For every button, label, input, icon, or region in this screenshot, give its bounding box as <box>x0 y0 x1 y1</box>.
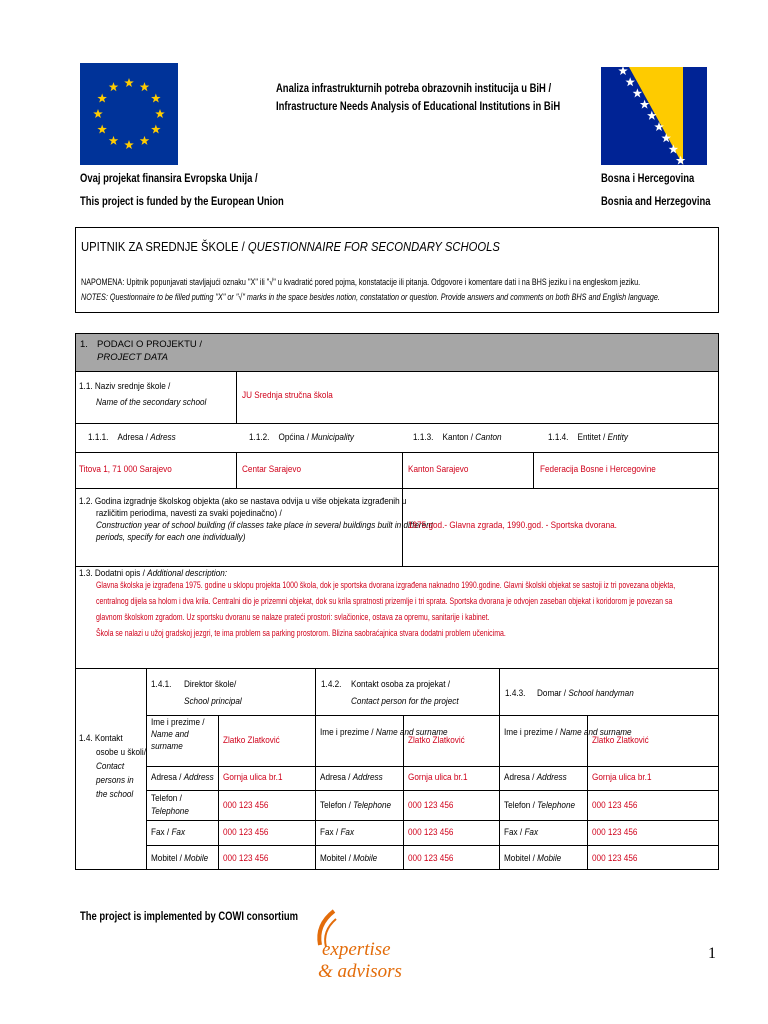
project-title-bhs: Analiza infrastrukturnih potreba obrazovnih institucija u BiH / <box>276 83 552 95</box>
contact-2-role-en: Contact person for the project <box>351 696 459 707</box>
school-name-label-en: Name of the secondary school <box>96 397 207 408</box>
contact-2-phone-value: 000 123 456 <box>408 800 454 811</box>
construction-label-en-2: periods, specify for each one individually) <box>96 532 246 543</box>
contact-2-mobile-value: 000 123 456 <box>408 853 454 864</box>
contact-3-phone-value: 000 123 456 <box>592 800 638 811</box>
contacts-label-5: the school <box>96 789 134 800</box>
canton-value: Kanton Sarajevo <box>408 464 469 475</box>
contact-1-address-label: Adresa / Address <box>151 772 214 783</box>
contact-2-num: 1.4.2. <box>321 679 342 690</box>
contact-2-role-bhs: Kontakt osoba za projekat / <box>351 679 451 690</box>
contact-2-fax-label: Fax / Fax <box>320 827 355 838</box>
section-number: 1. <box>80 339 88 350</box>
contact-1-fax-label: Fax / Fax <box>151 827 186 838</box>
contacts-label-1: 1.4. Kontakt <box>79 733 123 744</box>
expertise-advisors-logo <box>312 905 412 995</box>
funded-by-bhs: Ovaj projekat finansira Evropska Unija / <box>80 173 258 185</box>
description-line-3: glavnom školskom zgradom. Uz sportsku dvoranu se nalaze prateći prostori: svlačionice, ostava za opremu, sanitarije i kabinet. <box>96 612 490 623</box>
questionnaire-note-bhs: NAPOMENA: Upitnik popunjavati stavljajući oznaku "X" ili "√" u kvadratić pored pojma, konstatacije ili pitanja. Odgovore i komentare dati i na BHS jeziku i na engleskom jeziku. <box>81 277 641 288</box>
contact-3-phone-label: Telefon / Telephone <box>504 800 576 811</box>
contact-3-name-label: Ime i prezime / Name and surname <box>504 727 632 738</box>
contact-2-name-value: Zlatko Zlatković <box>408 735 465 746</box>
contact-3-fax-value: 000 123 456 <box>592 827 638 838</box>
eu-flag <box>80 63 178 165</box>
municipality-value: Centar Sarajevo <box>242 464 302 475</box>
contact-3-mobile-value: 000 123 456 <box>592 853 638 864</box>
construction-label-en-1: Construction year of school building (if classes take place in several buildings built in different <box>96 520 433 531</box>
contact-2-mobile-label: Mobitel / Mobile <box>320 853 378 864</box>
contact-3-address-label: Adresa / Address <box>504 772 567 783</box>
contact-3-mobile-label: Mobitel / Mobile <box>504 853 562 864</box>
funded-by-en: This project is funded by the European Union <box>80 196 284 208</box>
contact-1-address-value: Gornja ulica br.1 <box>223 772 283 783</box>
implemented-by: The project is implemented by COWI consortium <box>80 911 298 923</box>
contact-1-num: 1.4.1. <box>151 679 172 690</box>
section-title-en: PROJECT DATA <box>97 352 168 363</box>
construction-label-bhs-1: 1.2. Godina izgradnje školskog objekta (ako se nastava odvija u više objekata izgrađenih u <box>79 496 407 507</box>
entity-label: 1.1.4. Entitet / Entity <box>548 432 628 443</box>
project-title-en: Infrastructure Needs Analysis of Educational Institutions in BiH <box>276 101 561 113</box>
contact-2-fax-value: 000 123 456 <box>408 827 454 838</box>
contact-2-name-label: Ime i prezime / Name and surname <box>320 727 448 738</box>
contact-1-name-label-en: Name and surname <box>151 729 189 752</box>
construction-label-bhs-2: različitim periodima, navesti za svaki pojedinačno) / <box>96 508 282 519</box>
questionnaire-title-bhs: UPITNIK ZA SREDNJE ŠKOLE / <box>81 240 248 254</box>
country-bhs: Bosna i Hercegovina <box>601 173 695 185</box>
contact-3-address-value: Gornja ulica br.1 <box>592 772 652 783</box>
contact-1-name-label-bhs: Ime i prezime / <box>151 717 205 728</box>
contact-1-role-en: School principal <box>184 696 242 707</box>
entity-value: Federacija Bosne i Hercegovine <box>540 464 656 475</box>
contacts-label-2: osobe u školi/ <box>96 747 146 758</box>
address-value: Titova 1, 71 000 Sarajevo <box>79 464 172 475</box>
contact-1-name-value: Zlatko Zlatković <box>223 735 280 746</box>
contact-3-num: 1.4.3. <box>505 688 526 699</box>
municipality-label: 1.1.2. Općina / Municipality <box>249 432 354 443</box>
school-name-value: JU Srednja stručna škola <box>242 390 333 401</box>
contact-1-phone-label-en: Telephone <box>151 806 189 817</box>
questionnaire-title-en: QUESTIONNAIRE FOR SECONDARY SCHOOLS <box>247 240 500 254</box>
contact-2-address-value: Gornja ulica br.1 <box>408 772 468 783</box>
contact-1-fax-value: 000 123 456 <box>223 827 269 838</box>
school-name-label-bhs: 1.1. Naziv srednje škole / <box>79 381 171 392</box>
country-en: Bosnia and Herzegovina <box>601 196 711 208</box>
contact-1-mobile-value: 000 123 456 <box>223 853 269 864</box>
contacts-label-4: persons in <box>96 775 134 786</box>
contact-3-role: Domar / School handyman <box>537 688 634 699</box>
contact-2-phone-label: Telefon / Telephone <box>320 800 392 811</box>
logo-line-1: expertise <box>322 939 391 960</box>
contact-1-mobile-label: Mobitel / Mobile <box>151 853 209 864</box>
description-label: 1.3. Dodatni opis / Additional description: <box>79 568 228 579</box>
contact-3-fax-label: Fax / Fax <box>504 827 539 838</box>
logo-line-2: & advisors <box>318 961 402 982</box>
contact-3-name-value: Zlatko Zlatković <box>592 735 649 746</box>
contact-2-address-label: Adresa / Address <box>320 772 383 783</box>
contact-1-phone-label-bhs: Telefon / <box>151 793 182 804</box>
construction-value: 1975.god.- Glavna zgrada, 1990.god. - Sportska dvorana. <box>408 520 617 531</box>
address-label: 1.1.1. Adresa / Adress <box>88 432 176 443</box>
contacts-label-3: Contact <box>96 761 125 772</box>
section-title-bhs: PODACI O PROJEKTU / <box>97 339 203 350</box>
canton-label: 1.1.3. Kanton / Canton <box>413 432 502 443</box>
description-line-2: centralnog dijela sa holom i dva krila. Centralni dio je prizemni objekat, dok su krila spratnosti prizemlje i tri sprata. Sportska dvorana je odvojen zaseban objekat i koridorom je povezan sa <box>96 596 673 607</box>
contact-1-phone-value: 000 123 456 <box>223 800 269 811</box>
page-number: 1 <box>708 945 716 962</box>
contact-1-role-bhs: Direktor škole/ <box>184 679 237 690</box>
bih-flag <box>601 67 707 165</box>
description-line-4: Škola se nalazi u užoj gradskoj jezgri, te ima problem sa parking prostorom. Blizina saobraćajnica stvara dodatni problem učenicima. <box>96 628 506 639</box>
questionnaire-title <box>81 240 500 254</box>
description-line-1: Glavna školska je izgrađena 1975. godine u sklopu projekta 1000 škola, dok je sportska dvorana izgrađena naknadno 1990.godine. Glavni školski objekat se sastoji iz tri povezana objekta, <box>96 580 676 591</box>
questionnaire-note-en: NOTES: Questionnaire to be filled putting "X" or "√" marks in the space besides notion, constatation or question. Provide answers and comments on both BHS and English language. <box>81 292 660 303</box>
